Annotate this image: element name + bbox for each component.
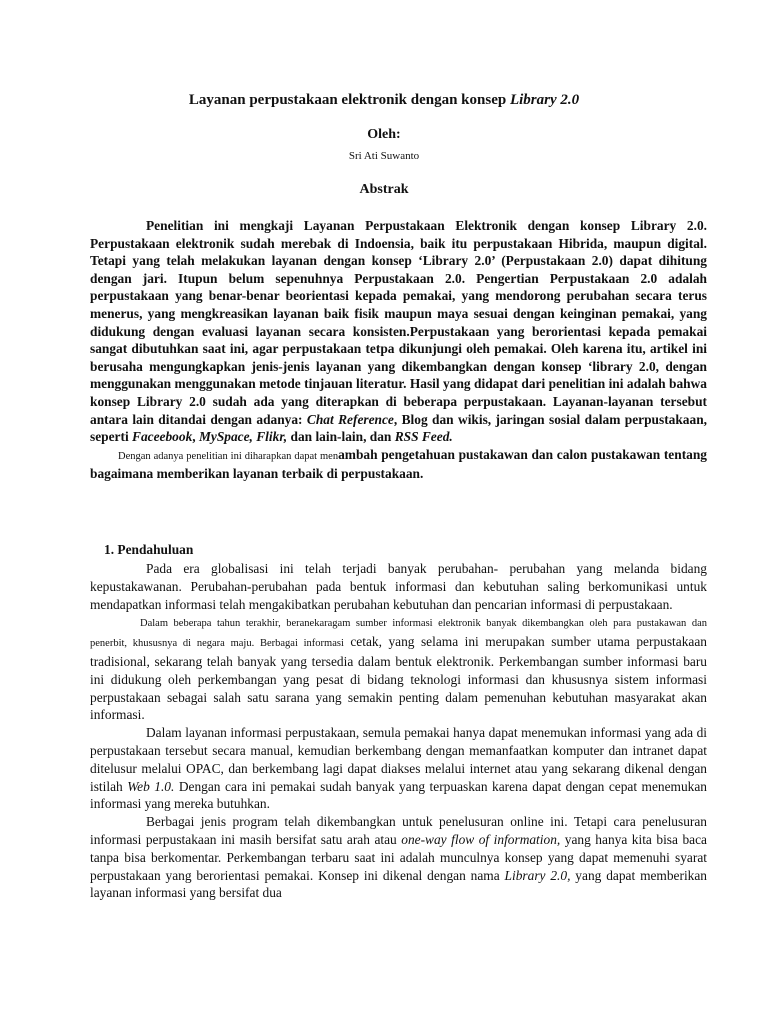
section-body [90, 560, 707, 902]
web-1-0-term: Web 1.0. [127, 778, 175, 794]
section-heading: 1. Pendahuluan [104, 542, 194, 557]
body-text: cetak, yang selama ini merupakan sumber utama perpustakaan tradisional, sekarang telah banyak yang tersedia dalam bentuk elektronik. Perkembangan sumber informasi baru ini didukung oleh perkembangan yang pesat di bidang teknologi informasi dan khususnya sistem informasi perpustakaan sebagai salah satu sarana yang semakin penting dalam pemenuhan kebutuhan masyarakat akan informasi. [90, 634, 708, 723]
abstract-facebook: Faceebook [132, 429, 193, 445]
abstract-rss-feed: RSS Feed. [394, 429, 453, 445]
abstract-chat-reference: Chat Reference [306, 411, 394, 427]
abstract-text: dan lain-lain, dan [287, 429, 395, 445]
abstract-paragraph-1 [90, 217, 707, 446]
body-text: Dengan cara ini pemakai sudah banyak yang terpuaskan karena dapat dengan cepat menemukan informasi yang mereka butuhkan. [90, 778, 707, 812]
abstract-text: , [192, 429, 199, 445]
body-text: yang hanya kita bisa baca tanpa bisa berkomentar. Perkembangan terbaru saat ini adalah munculnya konsep yang dapat memenuhi syarat perpustakaan yang berorientasi pemakai. Konsep ini dikenal dengan nama [90, 831, 707, 883]
section-paragraph-3 [90, 724, 707, 813]
title-text: Layanan perpustakaan elektronik dengan konsep [188, 92, 510, 108]
author-name: Sri Ati Suwanto [348, 150, 420, 162]
body-text: Dalam layanan informasi perpustakaan, semula pemakai hanya dapat menemukan informasi yang ada di perpustakaan tersebut secara manual, kemudian berkembang dengan memanfaatkan komputer dan intranet dapat ditelusur melalui OPAC, dan berkembang lagi dapat diakses melalui internet atau yang sekarang dikenal dengan istilah [90, 725, 707, 794]
title-italic-text: Library 2.0 [509, 92, 580, 108]
abstract-body [90, 217, 707, 483]
abstract-small-text: Dengan adanya penelitian ini diharapkan dapat men [118, 450, 339, 462]
abstract-myspace-flikr: MySpace, Flikr, [198, 429, 288, 445]
abstract-text: Penelitian ini mengkaji Layanan Perpustakaan Elektronik dengan konsep Library 2.0. Perpustakaan elektronik sudah merebak di Indoensia, baik itu perpustakaan Hibrida, maupun digital. Tetapi yang telah melakukan layanan dengan konsep ‘Library 2.0’ (Perpustakaan 2.0) dapat dihitung dengan jari. Itupun belum sepenuhnya Perpustakaan 2.0. Pengertian Perpustakaan 2.0 adalah perpustakaan yang benar-benar beorientasi kepada pemakai, yang mendorong perubahan secara terus menerus, yang mengkreasikan layanan baik fisik maupun maya sesuai dengan keinginan pemakai, yang didukung dengan evaluasi layanan secara konsisten.Perpustakaan yang berorientasi kepada pemakai sangat dibutuhkan saat ini, agar perpustakaan tetpa dikunjungi oleh pemakai. Oleh karena itu, artikel ini berusaha mengungkapkan jenis-jenis layanan yang dikembangkan dengan konsep ‘library 2.0, dengan menggunakan menggunakan metode tinjauan literatur. Hasil yang didapat dari penelitian ini adalah bahwa konsep Library 2.0 sudah ada yang diterapkan di beberapa perpustakaan. Layanan-layanan tersebut antara lain ditandai dengan adanya: [90, 218, 707, 427]
library-2-0-term: Library 2.0, [504, 867, 571, 883]
section-paragraph-4 [90, 813, 707, 902]
abstract-text: ambah pengetahuan pustakawan dan calon pustakawan tentang bagaimana memberikan layanan terbaik di perpustakaan. [90, 446, 707, 482]
abstract-heading: Abstrak [359, 182, 409, 197]
one-way-flow-term: one-way flow of information, [401, 831, 561, 847]
abstract-text: , Blog dan wikis, jaringan sosial dalam perpustakaan, seperti [90, 411, 707, 445]
section-paragraph-2 [90, 613, 707, 724]
section-paragraph-1: Pada era globalisasi ini telah terjadi banyak perubahan- perubahan yang melanda bidang kepustakawanan. Perubahan-perubahan pada bentuk informasi dan kebutuhan saling berkomunikasi untuk mendapatkan informasi telah mengakibatkan perubahan kebutuhan dan pencarian informasi di perpustakaan. [90, 561, 707, 612]
abstract-paragraph-2 [90, 446, 707, 483]
body-text: yang dapat memberikan layanan informasi yang bersifat dua [90, 867, 708, 901]
body-text: Berbagai jenis program telah dikembangkan untuk penelusuran online ini. Tetapi cara penelusuran informasi perpustakaan ini masih bersifat satu arah atau [90, 814, 707, 847]
by-label: Oleh: [367, 127, 401, 142]
document-title [0, 92, 768, 109]
small-text: Dalam beberapa tahun terakhir, beranekaragam sumber informasi elektronik banyak dikembangkan oleh para pustakawan dan penerbit, khususnya di negara maju. Berbagai informasi [90, 618, 707, 650]
